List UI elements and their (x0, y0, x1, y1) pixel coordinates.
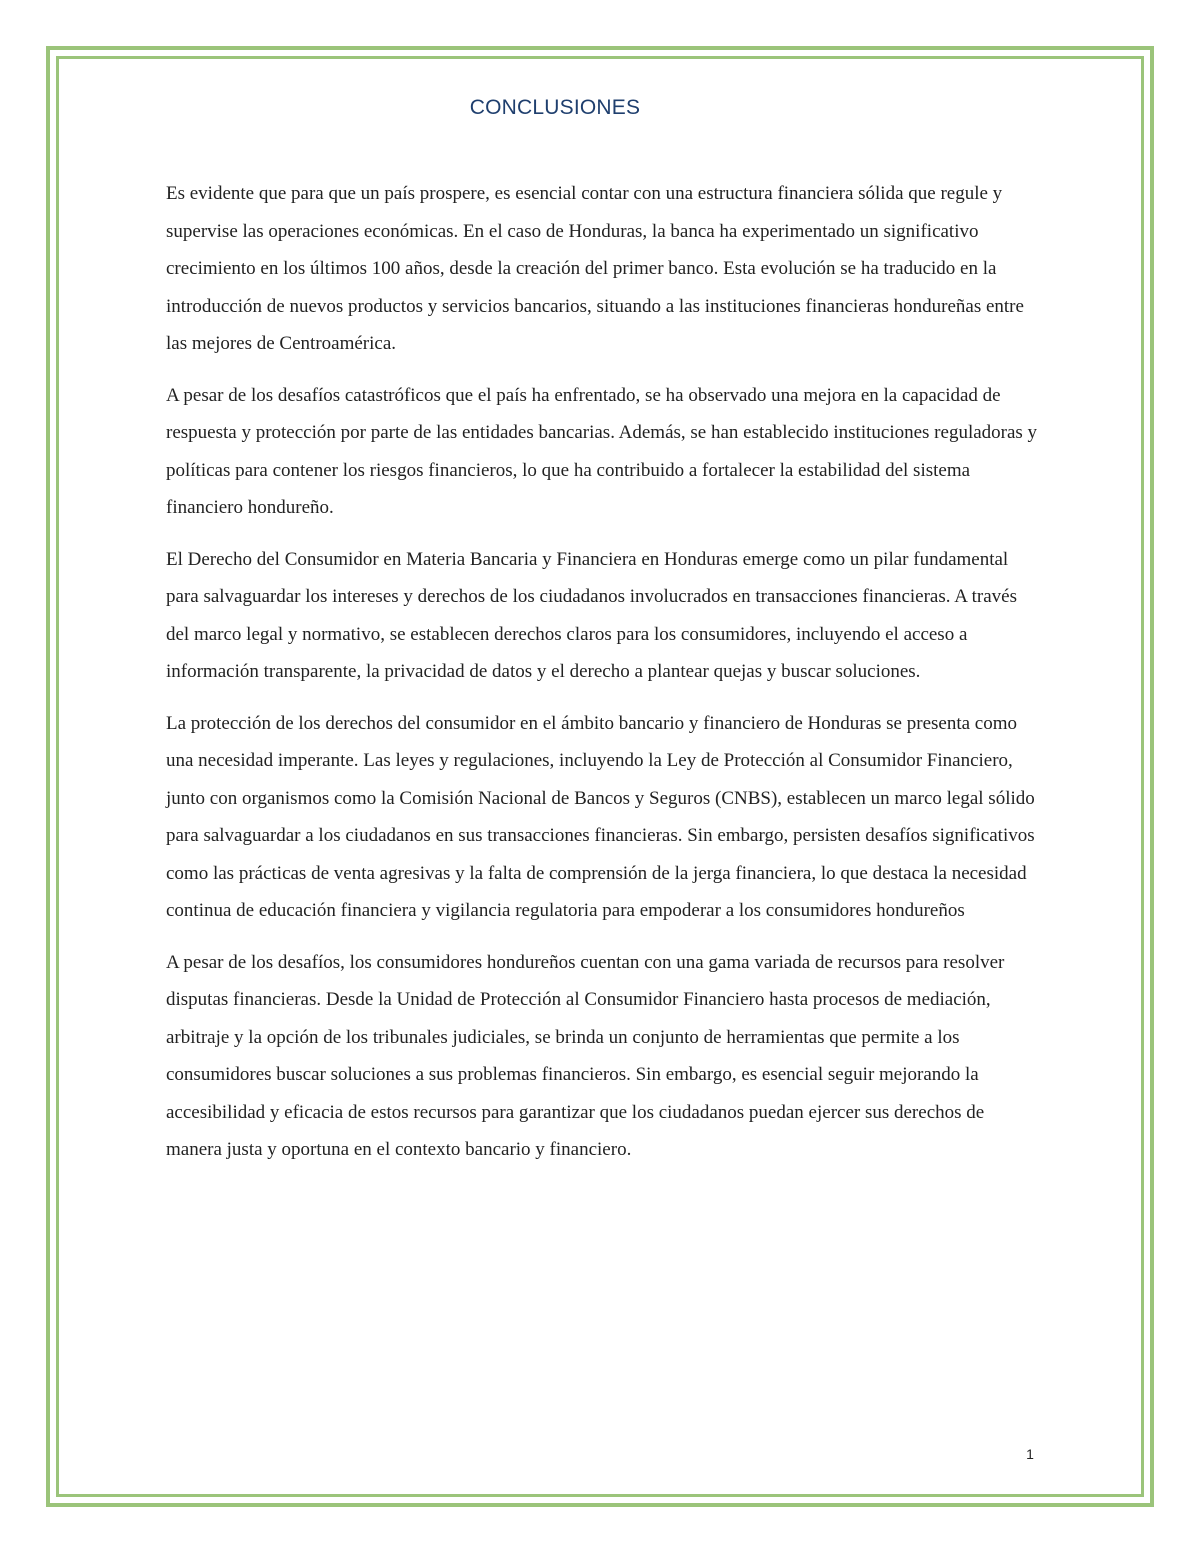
page-title (0, 96, 1110, 120)
paragraph: Es evidente que para que un país prospere, es esencial contar con una estructura financiera sólida que regule y supervise las operaciones económicas. En el caso de Honduras, la banca ha experimentado un significativo crecimiento en los últimos 100 años, desde la creación del primer banco. Esta evolución se ha traducido en la introducción de nuevos productos y servicios bancarios, situando a las instituciones financieras hondureñas entre las mejores de Centroamérica. (166, 183, 1024, 354)
document-body (166, 175, 1038, 1183)
paragraph: A pesar de los desafíos, los consumidores hondureños cuentan con una gama variada de recursos para resolver disputas financieras. Desde la Unidad de Protección al Consumidor Financiero hasta procesos de mediación, arbitraje y la opción de los tribunales judiciales, se brinda un conjunto de herramientas que permite a los consumidores buscar soluciones a sus problemas financieros. Sin embargo, es esencial seguir mejorando la accesibilidad y eficacia de estos recursos para garantizar que los ciudadanos puedan ejercer sus derechos de manera justa y oportuna en el contexto bancario y financiero. (166, 951, 1005, 1160)
page-number: 1 (1026, 1446, 1034, 1462)
title-text: CONCLUSIONES (469, 96, 641, 119)
paragraph: A pesar de los desafíos catastróficos que el país ha enfrentado, se ha observado una mejora en la capacidad de respuesta y protección por parte de las entidades bancarias. Además, se han establecido instituciones reguladoras y políticas para contener los riesgos financieros, lo que ha contribuido a fortalecer la estabilidad del sistema financiero hondureño. (166, 384, 1038, 518)
paragraph: El Derecho del Consumidor en Materia Bancaria y Financiera en Honduras emerge como un pilar fundamental para salvaguardar los intereses y derechos de los ciudadanos involucrados en transacciones financieras. A través del marco legal y normativo, se establecen derechos claros para los consumidores, incluyendo el acceso a información transparente, la privacidad de datos y el derecho a plantear quejas y buscar soluciones. (166, 548, 1017, 682)
paragraph: La protección de los derechos del consumidor en el ámbito bancario y financiero de Honduras se presenta como una necesidad imperante. Las leyes y regulaciones, incluyendo la Ley de Protección al Consumidor Financiero, junto con organismos como la Comisión Nacional de Bancos y Seguros (CNBS), establecen un marco legal sólido para salvaguardar a los ciudadanos en sus transacciones financieras. Sin embargo, persisten desafíos significativos como las prácticas de venta agresivas y la falta de comprensión de la jerga financiera, lo que destaca la necesidad continua de educación financiera y vigilancia regulatoria para empoderar a los consumidores hondureños (166, 712, 1035, 921)
